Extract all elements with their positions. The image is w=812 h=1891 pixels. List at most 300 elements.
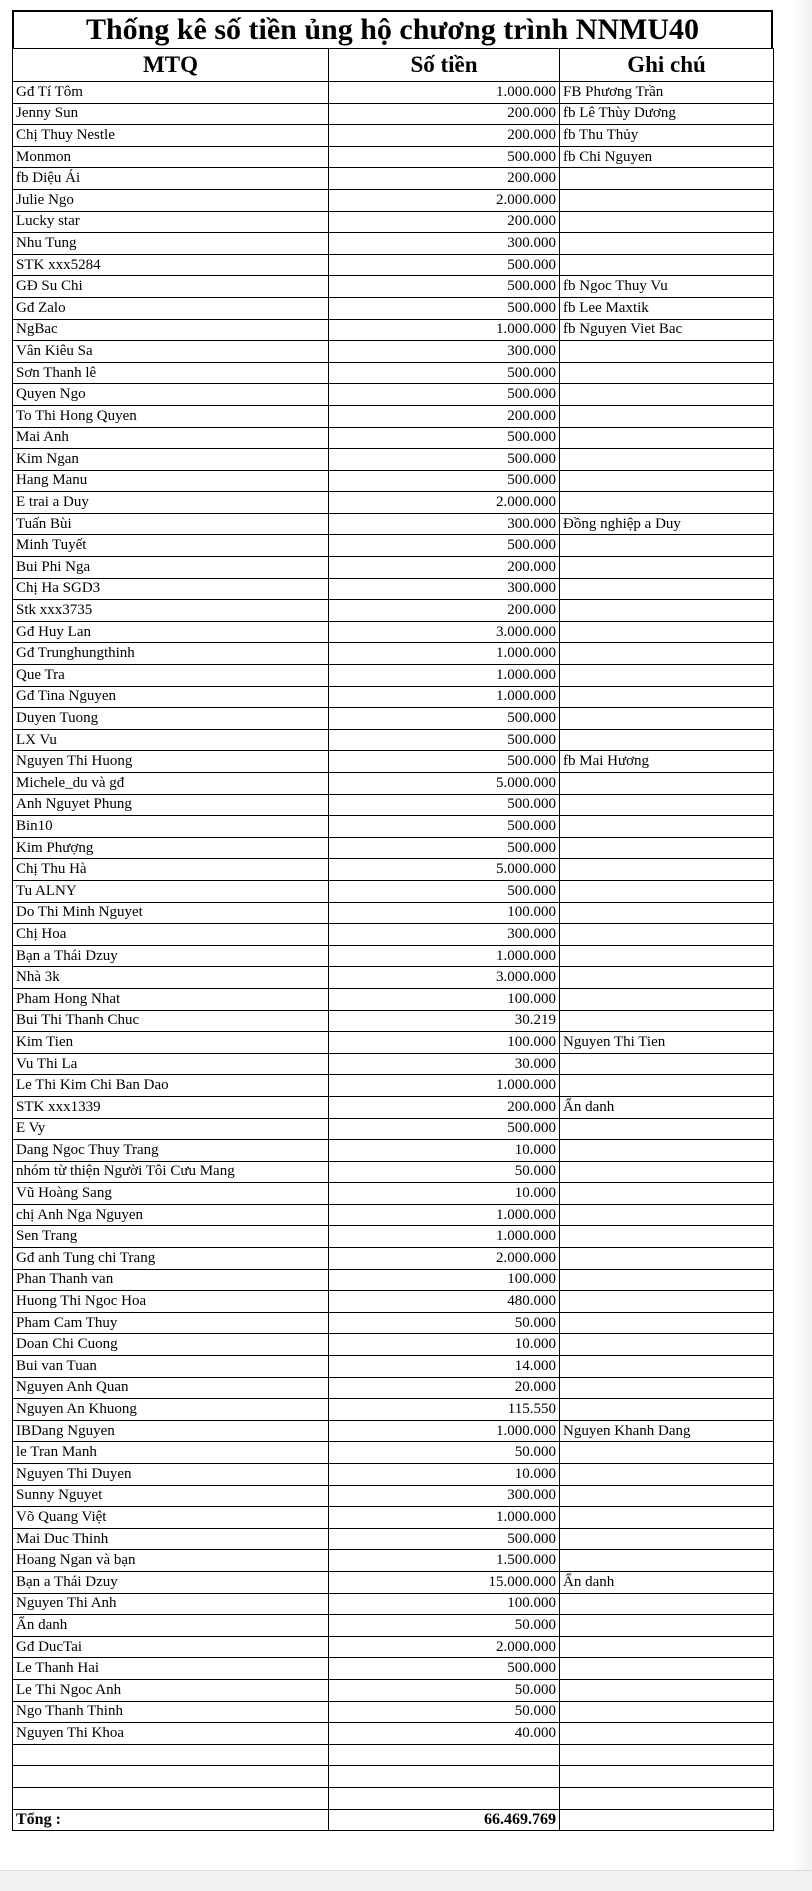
cell-name: Tuấn Bùi: [13, 513, 329, 535]
cell-note: fb Ngoc Thuy Vu: [560, 276, 774, 298]
cell-note: [560, 1161, 774, 1183]
cell-name: Vũ Hoàng Sang: [13, 1183, 329, 1205]
table-row: [13, 1032, 774, 1054]
cell-name: Quyen Ngo: [13, 384, 329, 406]
cell-amount: 200.000: [329, 125, 560, 147]
table-row: [13, 1334, 774, 1356]
cell-name: Gđ Trunghungthinh: [13, 643, 329, 665]
cell-note: [560, 1550, 774, 1572]
table-row: [13, 254, 774, 276]
cell-amount: 500.000: [329, 276, 560, 298]
cell-note: [560, 1723, 774, 1745]
table-row: [13, 1701, 774, 1723]
table-row: [13, 1464, 774, 1486]
cell-name: le Tran Manh: [13, 1442, 329, 1464]
cell-amount: 500.000: [329, 1658, 560, 1680]
cell-name: E Vy: [13, 1118, 329, 1140]
cell-name: Le Thi Kim Chi Ban Dao: [13, 1075, 329, 1097]
cell-name: Stk xxx3735: [13, 600, 329, 622]
cell-note: [560, 1658, 774, 1680]
cell-name: Julie Ngo: [13, 189, 329, 211]
cell-amount: 500.000: [329, 362, 560, 384]
cell-amount: 30.000: [329, 1053, 560, 1075]
cell-note: [560, 557, 774, 579]
cell-name: fb Diệu Ái: [13, 168, 329, 190]
cell-name: Lucky star: [13, 211, 329, 233]
cell-amount: 500.000: [329, 880, 560, 902]
cell-amount: 2.000.000: [329, 492, 560, 514]
cell-note: fb Lee Maxtik: [560, 297, 774, 319]
cell-note: [560, 1485, 774, 1507]
cell-name: Gđ Tí Tôm: [13, 82, 329, 104]
table-row: [13, 1593, 774, 1615]
cell-note: fb Thu Thủy: [560, 125, 774, 147]
table-row: [13, 1550, 774, 1572]
cell-amount: 200.000: [329, 405, 560, 427]
table-row: [13, 1204, 774, 1226]
table-row: [13, 341, 774, 363]
table-row: [13, 902, 774, 924]
table-row: [13, 1291, 774, 1313]
table-row: [13, 297, 774, 319]
table-row: [13, 751, 774, 773]
cell-note: [560, 600, 774, 622]
cell-name: IBDang Nguyen: [13, 1420, 329, 1442]
viewer-bottom-strip: [0, 1870, 812, 1891]
cell-name: Le Thi Ngoc Anh: [13, 1679, 329, 1701]
cell-amount: 10.000: [329, 1183, 560, 1205]
table-row: [13, 1485, 774, 1507]
table-row: [13, 1312, 774, 1334]
cell-note: [560, 535, 774, 557]
cell-amount: 1.000.000: [329, 319, 560, 341]
cell-name: Gđ DucTai: [13, 1636, 329, 1658]
cell-amount: 300.000: [329, 1485, 560, 1507]
cell-name: Monmon: [13, 146, 329, 168]
table-row: [13, 967, 774, 989]
table-row: [13, 1010, 774, 1032]
cell-note: [560, 1183, 774, 1205]
cell-amount: 1.000.000: [329, 1507, 560, 1529]
table-row: [13, 276, 774, 298]
table-row: [13, 880, 774, 902]
table-row: [13, 384, 774, 406]
cell-name: Bui van Tuan: [13, 1356, 329, 1378]
cell-name: Bạn a Thái Dzuy: [13, 1571, 329, 1593]
cell-note: [560, 1356, 774, 1378]
cell-amount: 40.000: [329, 1723, 560, 1745]
cell-name: Nguyen An Khuong: [13, 1399, 329, 1421]
cell-note: [560, 665, 774, 687]
cell-note: [560, 967, 774, 989]
table-row: [13, 1658, 774, 1680]
table-row: [13, 319, 774, 341]
cell-name: Chị Hoa: [13, 924, 329, 946]
cell-amount: 14.000: [329, 1356, 560, 1378]
cell-name: [13, 1744, 329, 1766]
cell-amount: 1.500.000: [329, 1550, 560, 1572]
cell-note: [560, 729, 774, 751]
table-row: [13, 708, 774, 730]
cell-note: [560, 1204, 774, 1226]
cell-name: Hoang Ngan và bạn: [13, 1550, 329, 1572]
cell-note: [560, 837, 774, 859]
cell-note: [560, 1312, 774, 1334]
cell-note: [560, 1636, 774, 1658]
cell-note: [560, 1010, 774, 1032]
cell-name: Vân Kiêu Sa: [13, 341, 329, 363]
total-amount: 66.469.769: [329, 1809, 560, 1831]
cell-amount: 300.000: [329, 924, 560, 946]
table-row: [13, 168, 774, 190]
cell-note: [560, 211, 774, 233]
cell-note: [560, 1291, 774, 1313]
cell-name: Nguyen Thi Anh: [13, 1593, 329, 1615]
cell-note: fb Chi Nguyen: [560, 146, 774, 168]
cell-amount: 500.000: [329, 729, 560, 751]
table-row: [13, 643, 774, 665]
header-note: Ghi chú: [560, 49, 774, 82]
table-row: [13, 427, 774, 449]
cell-name: To Thi Hong Quyen: [13, 405, 329, 427]
cell-amount: 200.000: [329, 557, 560, 579]
table-row: [13, 1269, 774, 1291]
cell-name: STK xxx5284: [13, 254, 329, 276]
cell-amount: 200.000: [329, 103, 560, 125]
table-row: [13, 1356, 774, 1378]
table-row: [13, 816, 774, 838]
cell-note: Ẩn danh: [560, 1571, 774, 1593]
cell-amount: 50.000: [329, 1615, 560, 1637]
cell-amount: 200.000: [329, 211, 560, 233]
table-row: [13, 621, 774, 643]
table-row: [13, 211, 774, 233]
cell-note: [560, 1075, 774, 1097]
cell-amount: 1.000.000: [329, 1075, 560, 1097]
cell-note: [560, 1053, 774, 1075]
cell-name: Gđ Tina Nguyen: [13, 686, 329, 708]
cell-note: [560, 1528, 774, 1550]
cell-name: Gđ anh Tung chi Trang: [13, 1248, 329, 1270]
cell-name: Phan Thanh van: [13, 1269, 329, 1291]
table-row: [13, 1161, 774, 1183]
cell-amount: 500.000: [329, 146, 560, 168]
cell-note: [560, 1377, 774, 1399]
table-row: [13, 1571, 774, 1593]
cell-amount: 500.000: [329, 794, 560, 816]
cell-amount: 5.000.000: [329, 773, 560, 795]
cell-amount: 100.000: [329, 1593, 560, 1615]
cell-name: Nguyen Thi Huong: [13, 751, 329, 773]
cell-note: [560, 1334, 774, 1356]
table-row: [13, 362, 774, 384]
cell-amount: 1.000.000: [329, 665, 560, 687]
cell-name: nhóm từ thiện Người Tôi Cưu Mang: [13, 1161, 329, 1183]
cell-amount: 10.000: [329, 1140, 560, 1162]
page-title: Thống kê số tiền ủng hộ chương trình NNMU40: [12, 10, 773, 48]
total-label: Tổng :: [13, 1809, 329, 1831]
cell-note: [560, 1399, 774, 1421]
cell-name: Mai Anh: [13, 427, 329, 449]
cell-note: [560, 924, 774, 946]
cell-note: [560, 405, 774, 427]
cell-name: Tu ALNY: [13, 880, 329, 902]
cell-amount: 500.000: [329, 254, 560, 276]
cell-name: Anh Nguyet Phung: [13, 794, 329, 816]
table-row: [13, 1787, 774, 1809]
cell-name: Nhà 3k: [13, 967, 329, 989]
cell-amount: [329, 1744, 560, 1766]
cell-amount: 200.000: [329, 168, 560, 190]
page-edge-shadow: [792, 0, 812, 1891]
cell-note: [560, 902, 774, 924]
donation-sheet: [12, 10, 773, 1831]
cell-note: [560, 794, 774, 816]
cell-amount: 1.000.000: [329, 1204, 560, 1226]
table-row: [13, 773, 774, 795]
cell-note: [560, 773, 774, 795]
cell-amount: 500.000: [329, 837, 560, 859]
cell-amount: 500.000: [329, 708, 560, 730]
cell-note: [560, 470, 774, 492]
cell-note: FB Phương Trần: [560, 82, 774, 104]
cell-name: Minh Tuyết: [13, 535, 329, 557]
cell-name: Vu Thi La: [13, 1053, 329, 1075]
table-row: [13, 1615, 774, 1637]
cell-name: Mai Duc Thinh: [13, 1528, 329, 1550]
cell-note: [560, 686, 774, 708]
cell-name: Chị Thuy Nestle: [13, 125, 329, 147]
cell-name: Le Thanh Hai: [13, 1658, 329, 1680]
cell-name: Hang Manu: [13, 470, 329, 492]
cell-note: [560, 578, 774, 600]
cell-name: Doan Chi Cuong: [13, 1334, 329, 1356]
donation-table: [12, 48, 774, 1831]
table-row: [13, 988, 774, 1010]
cell-name: Chị Thu Hà: [13, 859, 329, 881]
cell-amount: 1.000.000: [329, 686, 560, 708]
cell-amount: 500.000: [329, 1528, 560, 1550]
cell-name: Sen Trang: [13, 1226, 329, 1248]
cell-name: Nguyen Thi Duyen: [13, 1464, 329, 1486]
cell-name: Sunny Nguyet: [13, 1485, 329, 1507]
cell-name: Chị Ha SGD3: [13, 578, 329, 600]
cell-amount: 300.000: [329, 578, 560, 600]
cell-note: [560, 988, 774, 1010]
cell-name: E trai a Duy: [13, 492, 329, 514]
table-body: [13, 82, 774, 1810]
cell-note: [560, 1701, 774, 1723]
cell-amount: 3.000.000: [329, 621, 560, 643]
cell-amount: 480.000: [329, 1291, 560, 1313]
cell-note: [560, 449, 774, 471]
cell-note: [560, 708, 774, 730]
cell-note: [560, 1744, 774, 1766]
table-row: [13, 1377, 774, 1399]
cell-note: [560, 621, 774, 643]
cell-name: Nguyen Anh Quan: [13, 1377, 329, 1399]
table-row: [13, 535, 774, 557]
cell-note: [560, 384, 774, 406]
cell-note: fb Mai Hương: [560, 751, 774, 773]
cell-name: Gđ Huy Lan: [13, 621, 329, 643]
cell-amount: 1.000.000: [329, 643, 560, 665]
cell-name: Gđ Zalo: [13, 297, 329, 319]
table-row: [13, 1096, 774, 1118]
cell-note: Ẩn danh: [560, 1096, 774, 1118]
cell-amount: 500.000: [329, 470, 560, 492]
cell-note: [560, 492, 774, 514]
table-row: [13, 1679, 774, 1701]
cell-amount: 100.000: [329, 1032, 560, 1054]
cell-amount: 300.000: [329, 233, 560, 255]
cell-note: [560, 816, 774, 838]
table-row: [13, 1140, 774, 1162]
cell-note: [560, 1787, 774, 1809]
table-row: [13, 1248, 774, 1270]
cell-note: Nguyen Khanh Dang: [560, 1420, 774, 1442]
cell-name: Que Tra: [13, 665, 329, 687]
cell-amount: 20.000: [329, 1377, 560, 1399]
cell-name: Kim Ngan: [13, 449, 329, 471]
table-row: [13, 1118, 774, 1140]
cell-amount: 500.000: [329, 1118, 560, 1140]
table-row: [13, 837, 774, 859]
cell-name: Sơn Thanh lê: [13, 362, 329, 384]
cell-note: [560, 1442, 774, 1464]
table-row: [13, 1053, 774, 1075]
cell-note: [560, 1507, 774, 1529]
cell-note: [560, 1766, 774, 1788]
cell-note: [560, 233, 774, 255]
cell-amount: 50.000: [329, 1442, 560, 1464]
header-amount: Số tiền: [329, 49, 560, 82]
cell-note: [560, 945, 774, 967]
cell-name: Ngo Thanh Thinh: [13, 1701, 329, 1723]
table-row: [13, 146, 774, 168]
table-row: [13, 1723, 774, 1745]
cell-note: [560, 1248, 774, 1270]
cell-name: Kim Tien: [13, 1032, 329, 1054]
cell-amount: 500.000: [329, 297, 560, 319]
cell-note: [560, 254, 774, 276]
cell-amount: 500.000: [329, 535, 560, 557]
cell-note: [560, 168, 774, 190]
cell-amount: 300.000: [329, 341, 560, 363]
cell-name: Nguyen Thi Khoa: [13, 1723, 329, 1745]
table-row: [13, 1183, 774, 1205]
cell-amount: 1.000.000: [329, 945, 560, 967]
cell-name: Do Thi Minh Nguyet: [13, 902, 329, 924]
table-row: [13, 600, 774, 622]
cell-name: [13, 1766, 329, 1788]
cell-name: Dang Ngoc Thuy Trang: [13, 1140, 329, 1162]
cell-amount: 100.000: [329, 988, 560, 1010]
cell-amount: 500.000: [329, 384, 560, 406]
table-row: [13, 1420, 774, 1442]
cell-note: [560, 1593, 774, 1615]
cell-note: fb Nguyen Viet Bac: [560, 319, 774, 341]
cell-name: NgBac: [13, 319, 329, 341]
cell-amount: 100.000: [329, 1269, 560, 1291]
cell-amount: 50.000: [329, 1161, 560, 1183]
cell-name: Nhu Tung: [13, 233, 329, 255]
table-row: [13, 1442, 774, 1464]
cell-name: Ẩn danh: [13, 1615, 329, 1637]
cell-amount: 1.000.000: [329, 82, 560, 104]
cell-amount: 15.000.000: [329, 1571, 560, 1593]
cell-name: Võ Quang Việt: [13, 1507, 329, 1529]
table-row: [13, 82, 774, 104]
cell-amount: 3.000.000: [329, 967, 560, 989]
cell-amount: 2.000.000: [329, 1636, 560, 1658]
cell-amount: 5.000.000: [329, 859, 560, 881]
cell-amount: 200.000: [329, 1096, 560, 1118]
cell-name: [13, 1787, 329, 1809]
cell-name: GĐ Su Chi: [13, 276, 329, 298]
cell-note: [560, 1118, 774, 1140]
table-row: [13, 686, 774, 708]
cell-amount: 200.000: [329, 600, 560, 622]
cell-note: [560, 643, 774, 665]
cell-name: LX Vu: [13, 729, 329, 751]
table-row: [13, 1636, 774, 1658]
cell-name: Pham Hong Nhat: [13, 988, 329, 1010]
table-row: [13, 470, 774, 492]
cell-amount: 300.000: [329, 513, 560, 535]
table-row: [13, 1075, 774, 1097]
table-row: [13, 103, 774, 125]
cell-note: [560, 880, 774, 902]
total-row: [13, 1809, 774, 1831]
table-row: [13, 924, 774, 946]
cell-note: [560, 1269, 774, 1291]
table-row: [13, 125, 774, 147]
table-row: [13, 1399, 774, 1421]
table-row: [13, 1528, 774, 1550]
cell-amount: 50.000: [329, 1679, 560, 1701]
cell-name: Bui Thi Thanh Chuc: [13, 1010, 329, 1032]
cell-note: [560, 362, 774, 384]
cell-name: Jenny Sun: [13, 103, 329, 125]
cell-note: [560, 341, 774, 363]
cell-amount: 50.000: [329, 1312, 560, 1334]
table-row: [13, 189, 774, 211]
total-note: [560, 1809, 774, 1831]
cell-amount: 500.000: [329, 449, 560, 471]
cell-name: chị Anh Nga Nguyen: [13, 1204, 329, 1226]
table-row: [13, 1744, 774, 1766]
cell-amount: 2.000.000: [329, 1248, 560, 1270]
cell-name: Bạn a Thái Dzuy: [13, 945, 329, 967]
table-row: [13, 859, 774, 881]
cell-note: [560, 859, 774, 881]
table-row: [13, 405, 774, 427]
cell-name: Bui Phi Nga: [13, 557, 329, 579]
table-row: [13, 449, 774, 471]
cell-note: [560, 1679, 774, 1701]
cell-amount: [329, 1766, 560, 1788]
table-row: [13, 492, 774, 514]
table-row: [13, 794, 774, 816]
cell-note: [560, 427, 774, 449]
table-row: [13, 665, 774, 687]
cell-name: Huong Thi Ngoc Hoa: [13, 1291, 329, 1313]
cell-amount: 30.219: [329, 1010, 560, 1032]
table-row: [13, 513, 774, 535]
cell-name: Michele_du và gđ: [13, 773, 329, 795]
cell-amount: 115.550: [329, 1399, 560, 1421]
